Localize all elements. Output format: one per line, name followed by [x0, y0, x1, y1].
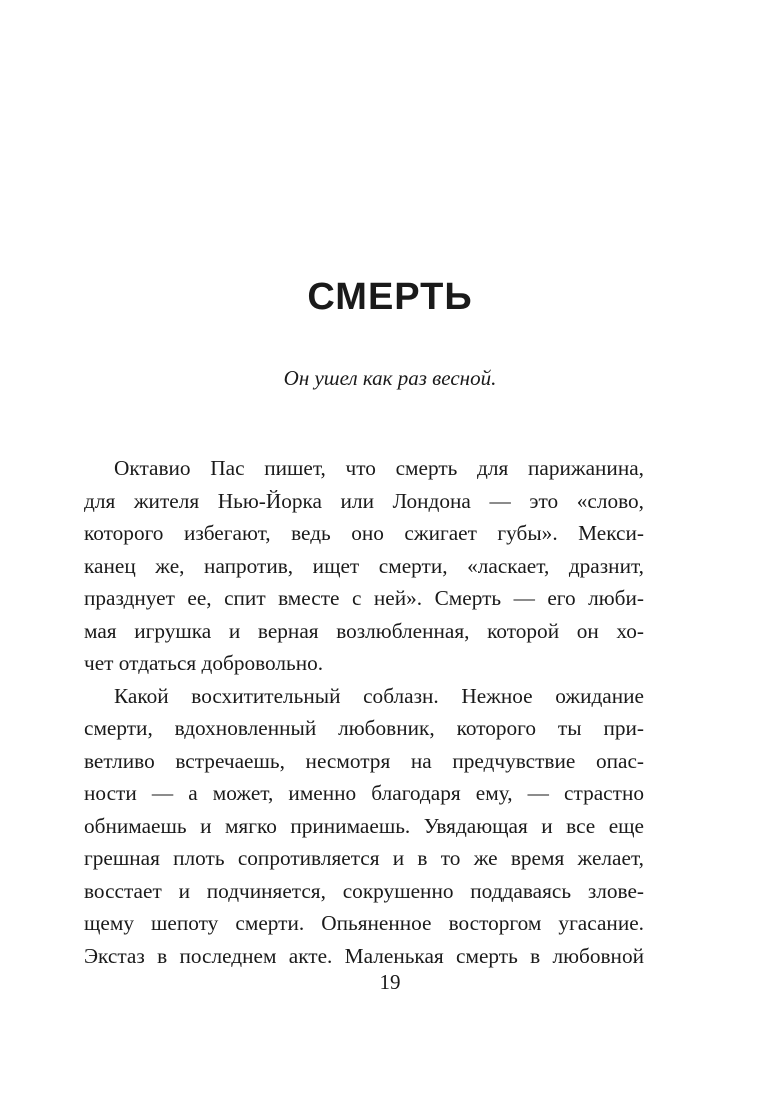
page-number: 19: [379, 970, 401, 994]
chapter-title: СМЕРТЬ: [307, 276, 473, 318]
text-line: ности — а может, именно благодаря ему, — страстно: [84, 781, 644, 805]
text-line: празднует ее, спит вместе с ней». Смерть — его люби-: [84, 586, 644, 610]
text-line: щему шепоту смерти. Опьяненное восторгом угасание.: [84, 911, 644, 935]
text-line: Экстаз в последнем акте. Маленькая смерть в любовной: [84, 943, 644, 968]
body-text: [84, 452, 644, 972]
text-line: восстает и подчиняется, сокрушенно поддаваясь злове-: [84, 878, 644, 903]
text-line: Октавио Пас пишет, что смерть для парижанина,: [114, 456, 644, 480]
text-line: канец же, напротив, ищет смерти, «ласкает, дразнит,: [84, 553, 644, 578]
text-line: грешная плоть сопротивляется и в то же время желает,: [84, 846, 644, 870]
text-line: ветливо встречаешь, несмотря на предчувствие опас-: [84, 748, 644, 773]
text-line: которого избегают, ведь оно сжигает губы». Мекси-: [84, 521, 644, 545]
text-line: для жителя Нью-Йорка или Лондона — это «слово,: [84, 488, 644, 513]
text-line: Какой восхитительный соблазн. Нежное ожидание: [114, 683, 644, 708]
text-line: обнимаешь и мягко принимаешь. Увядающая и все еще: [84, 813, 644, 838]
text-line: смерти, вдохновленный любовник, которого ты при-: [84, 716, 644, 740]
epigraph: Он ушел как раз весной.: [283, 366, 497, 390]
text-line: мая игрушка и верная возлюбленная, которой он хо-: [84, 618, 644, 643]
text-line: чет отдаться добровольно.: [84, 651, 324, 675]
